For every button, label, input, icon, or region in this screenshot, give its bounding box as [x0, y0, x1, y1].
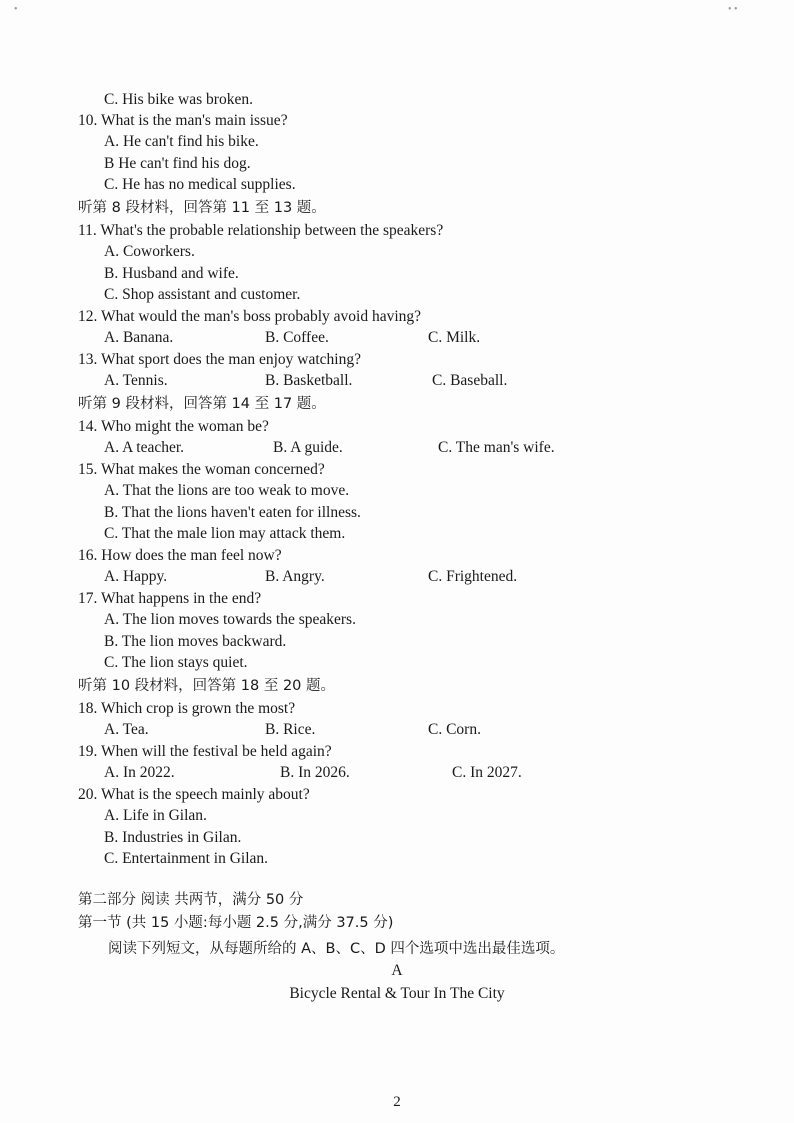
answer-option: B. Basketball. — [265, 372, 353, 389]
answer-option: C. He has no medical supplies. — [104, 176, 296, 193]
answer-option: A. That the lions are too weak to move. — [104, 482, 350, 499]
section-instruction: 第一节 (共 15 小题:每小题 2.5 分,满分 37.5 分) — [78, 915, 394, 931]
question-stem: 12. What would the man's boss probably avoid having? — [78, 308, 422, 325]
answer-option: A. Life in Gilan. — [104, 807, 207, 824]
section-instruction: 第二部分 阅读 共两节，满分 50 分 — [78, 892, 304, 908]
question-stem: 20. What is the speech mainly about? — [78, 786, 310, 803]
corner-mark-left: • — [14, 4, 18, 15]
question-stem: 11. What's the probable relationship between the speakers? — [78, 222, 444, 239]
answer-option: C. The man's wife. — [438, 439, 555, 456]
answer-option: A. Happy. — [104, 568, 168, 585]
answer-option: C. In 2027. — [452, 764, 522, 781]
answer-option: A. Tea. — [104, 721, 149, 738]
answer-option: C. His bike was broken. — [104, 91, 253, 108]
section-instruction: 听第 9 段材料，回答第 14 至 17 题。 — [78, 396, 326, 412]
answer-option: C. The lion stays quiet. — [104, 654, 248, 671]
answer-option: C. Corn. — [428, 721, 481, 738]
answer-option: A. Tennis. — [104, 372, 168, 389]
answer-option: B. The lion moves backward. — [104, 633, 287, 650]
page-number: 2 — [393, 1094, 401, 1110]
answer-option: B. Husband and wife. — [104, 265, 239, 282]
answer-option: C. Milk. — [428, 329, 481, 346]
answer-option: B. Coffee. — [265, 329, 329, 346]
question-stem: 10. What is the man's main issue? — [78, 112, 288, 129]
section-instruction: 阅读下列短文，从每题所给的 A、B、C、D 四个选项中选出最佳选项。 — [108, 941, 565, 957]
answer-option: B. Rice. — [265, 721, 316, 738]
answer-option: C. Frightened. — [428, 568, 518, 585]
section-instruction: 听第 10 段材料，回答第 18 至 20 题。 — [78, 678, 336, 694]
answer-option: B. That the lions haven't eaten for illness. — [104, 504, 361, 521]
question-stem: 16. How does the man feel now? — [78, 547, 282, 564]
question-stem: 19. When will the festival be held again? — [78, 743, 332, 760]
answer-option: C. Baseball. — [432, 372, 508, 389]
answer-option: C. Shop assistant and customer. — [104, 286, 301, 303]
question-stem: 15. What makes the woman concerned? — [78, 461, 325, 478]
answer-option: C. Entertainment in Gilan. — [104, 850, 269, 867]
question-stem: 13. What sport does the man enjoy watching? — [78, 351, 361, 368]
answer-option: A. He can't find his bike. — [104, 133, 259, 150]
answer-option: A. Coworkers. — [104, 243, 195, 260]
passage-heading: A — [391, 962, 403, 979]
answer-option: A. Banana. — [104, 329, 174, 346]
answer-option: A. A teacher. — [104, 439, 185, 456]
question-stem: 18. Which crop is grown the most? — [78, 700, 296, 717]
question-stem: 17. What happens in the end? — [78, 590, 262, 607]
answer-option: B. A guide. — [273, 439, 343, 456]
section-instruction: 听第 8 段材料，回答第 11 至 13 题。 — [78, 200, 326, 216]
answer-option: B. In 2026. — [280, 764, 350, 781]
answer-option: A. In 2022. — [104, 764, 175, 781]
answer-option: B He can't find his dog. — [104, 155, 251, 172]
answer-option: B. Angry. — [265, 568, 325, 585]
answer-option: A. The lion moves towards the speakers. — [104, 611, 356, 628]
answer-option: B. Industries in Gilan. — [104, 829, 242, 846]
corner-mark-right: • • — [728, 4, 738, 15]
answer-option: C. That the male lion may attack them. — [104, 525, 346, 542]
question-stem: 14. Who might the woman be? — [78, 418, 269, 435]
passage-heading: Bicycle Rental & Tour In The City — [289, 985, 505, 1002]
